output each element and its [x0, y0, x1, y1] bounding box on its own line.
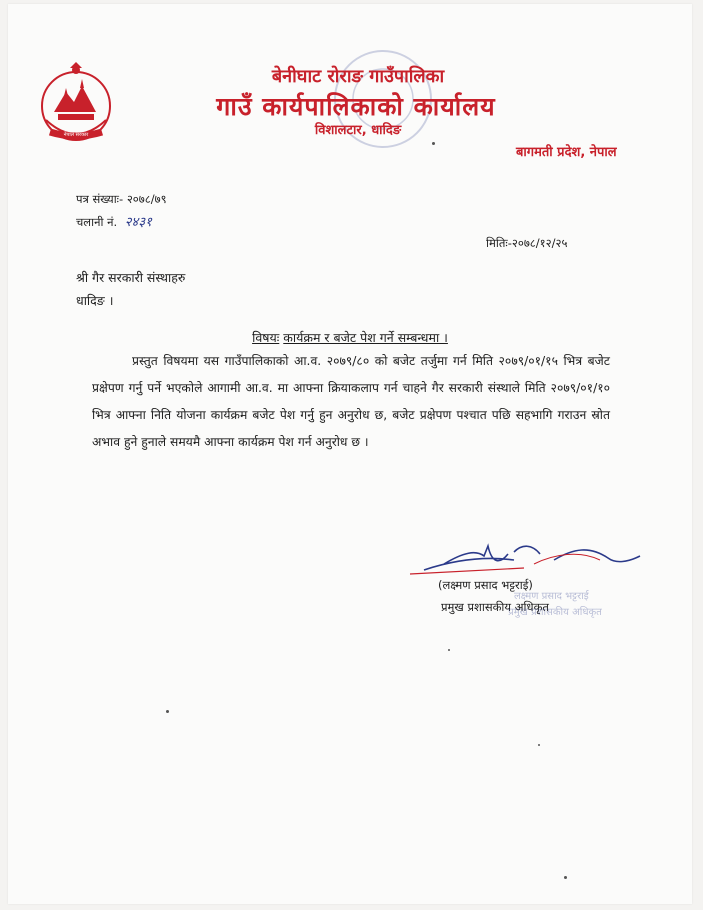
letter-body: [92, 348, 610, 456]
emblem-caption: नेपाल सरकार: [63, 132, 89, 138]
chalani-value: २४३१: [124, 215, 152, 230]
ink-speck: [564, 876, 567, 879]
subject-line: [8, 329, 692, 346]
chalani-number: [76, 212, 152, 230]
signatory-title: प्रमुख प्रशासकीय अधिकृत: [441, 600, 549, 614]
ink-speck: [538, 744, 540, 746]
stamp-name: लक्ष्मण प्रसाद भट्टराई: [514, 591, 589, 602]
recipient-line-1: श्री गैर सरकारी संस्थाहरु: [76, 270, 186, 285]
recipient-line-2: धादिङ ।: [76, 293, 114, 308]
office-location: विशालटार, धादिङ: [314, 123, 402, 138]
chalani-label: चलानी नं.: [76, 215, 118, 229]
signatory-name: (लक्ष्मण प्रसाद भट्टराई): [438, 578, 533, 592]
stamp-title: प्रमुख प्रशासकीय अधिकृत: [508, 607, 602, 618]
subject-text: कार्यक्रम र बजेट पेश गर्ने सम्बन्धमा ।: [283, 330, 448, 345]
municipality-name: बेनीघाट रोराङ गाउँपालिका: [271, 66, 445, 87]
nepal-emblem-icon: [36, 62, 116, 154]
ink-speck: [166, 710, 169, 713]
ink-speck: [432, 142, 435, 145]
letter-page: [8, 4, 692, 904]
letter-date: मितिः-२०७८/१२/२५: [486, 236, 568, 250]
subject-label: विषयः: [252, 330, 280, 345]
patra-sankhya: पत्र संख्याः- २०७८/७९: [76, 192, 167, 206]
office-title: गाउँ कार्यपालिकाको कार्यालय: [216, 92, 496, 121]
ink-speck: [448, 649, 450, 651]
body-paragraph: प्रस्तुत विषयमा यस गाउँपालिकाको आ.व. २०७९/८० को बजेट तर्जुमा गर्न मिति २०७९/०१/१५ भित्र बजेट प्रक्षेपण गर्नु पर्ने भएकोले आगामी आ.व. मा आफ्ना क्रियाकलाप गर्न चाहने गैर सरकारी संस्थाले मिति २०७९/०१/१० भित्र आफ्ना निति योजना कार्यक्रम बजेट पेश गर्नु हुन अनुरोध छ, बजेट प्रक्षेपण पश्चात पछि सहभागि गराउन स्रोत अभाव हुने हुनाले समयमै आफ्ना कार्यक्रम पेश गर्न अनुरोध छ ।: [92, 354, 610, 449]
handwritten-signature: [404, 534, 654, 584]
province-label: बागमती प्रदेश, नेपाल: [516, 145, 617, 160]
